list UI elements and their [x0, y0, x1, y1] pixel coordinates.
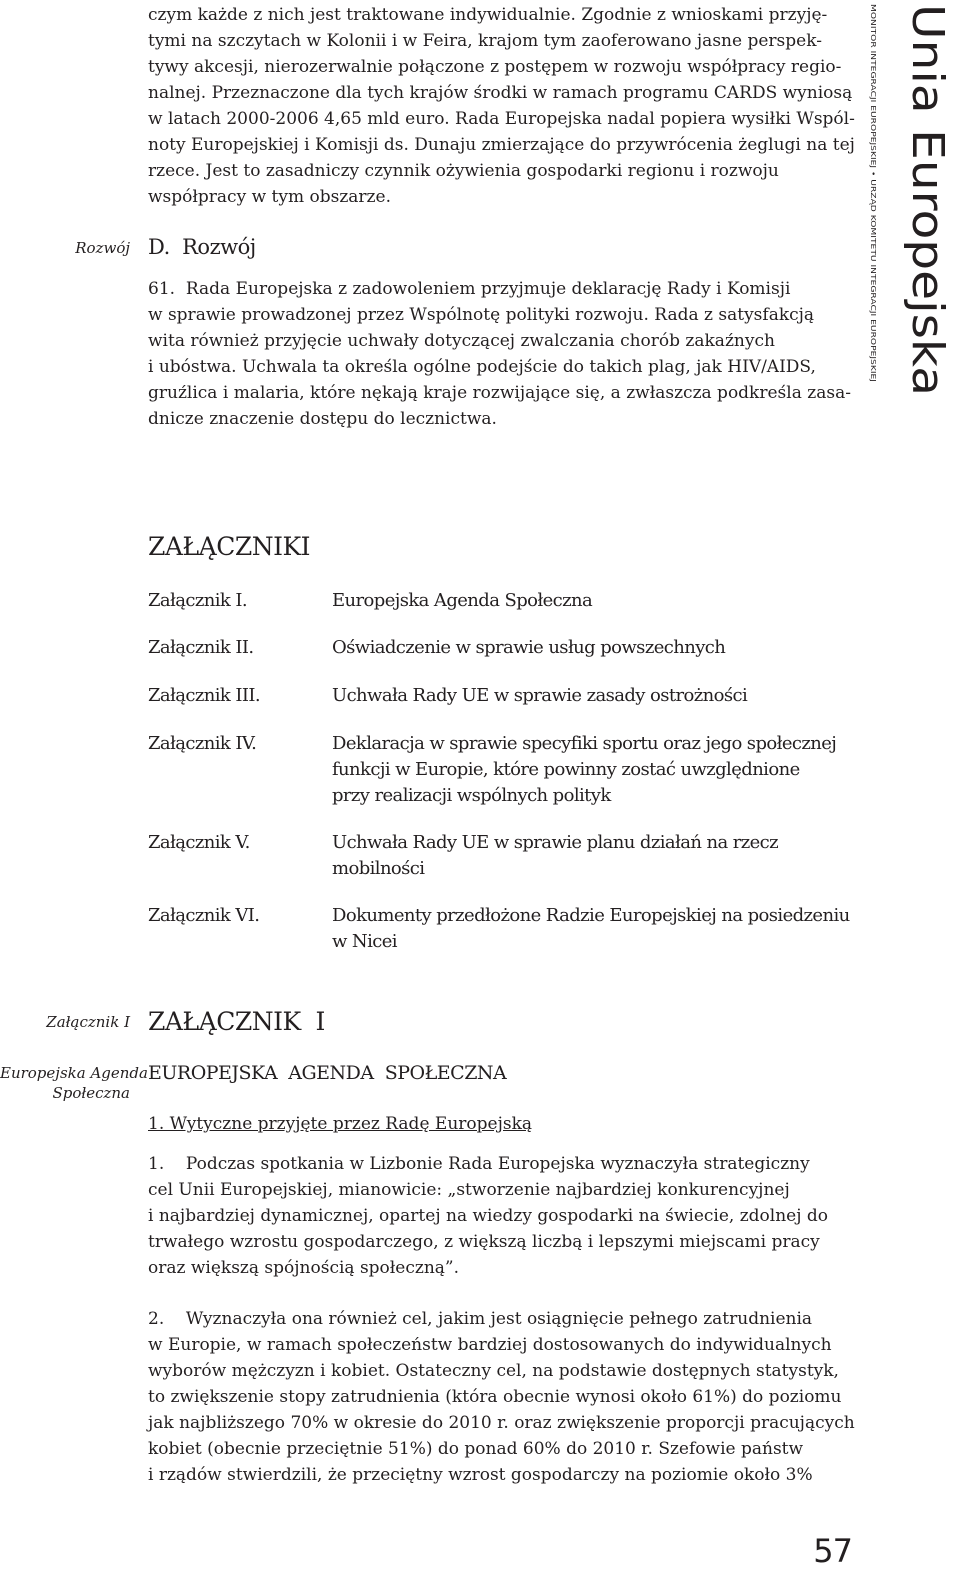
- text-line: w sprawie prowadzonej przez Wspólnotę polityki rozwoju. Rada z satysfakcją: [148, 305, 815, 325]
- margin-note-line: Europejska Agenda: [0, 1064, 148, 1082]
- text-line: i rządów stwierdzili, że przeciętny wzrost gospodarczy na poziomie około 3%: [148, 1465, 813, 1485]
- margin-note-annex-one: Załącznik I: [46, 1013, 130, 1031]
- text-line: to zwiększenie stopy zatrudnienia (która obecnie wynosi około 61%) do poziomu: [148, 1387, 842, 1407]
- text-line: w latach 2000-2006 4,65 mld euro. Rada Europejska nadal popiera wysiłki Wspól-: [148, 109, 855, 129]
- text-line: gruźlica i malaria, które nękają kraje rozwijające się, a zwłaszcza podkreśla zasa-: [148, 383, 851, 403]
- annex-title: [332, 635, 862, 661]
- text-line: jak najbliższego 70% w okresie do 2010 r. oraz zwiększenie proporcji pracujących: [148, 1413, 855, 1433]
- banner-subtitle: MONITOR INTEGRACJI EUROPEJSKIEJ • URZĄD KOMITETU INTEGRACJI EUROPEJSKIEJ: [869, 4, 877, 294]
- text-line: współpracy w tym obszarze.: [148, 187, 391, 207]
- annex-title: [332, 830, 862, 882]
- side-banner: [866, 2, 956, 400]
- annex-title-line: Deklaracja w sprawie specyfiki sportu oraz jego społecznej: [332, 733, 837, 754]
- annex-one-paragraph-1: [148, 1151, 848, 1281]
- section-d-paragraph: [148, 276, 851, 432]
- annex-title: [332, 588, 862, 614]
- margin-note-rozwoj: Rozwój: [75, 239, 130, 257]
- margin-note-agenda: [0, 1063, 148, 1103]
- text-line: 2. Wyznaczyła ona również cel, jakim jest osiągnięcie pełnego zatrudnienia: [148, 1309, 813, 1329]
- agenda-heading: EUROPEJSKA AGENDA SPOŁECZNA: [148, 1062, 507, 1084]
- subheading-link: 1. Wytyczne przyjęte przez Radę Europejską: [148, 1114, 533, 1134]
- annex-one-paragraph-2: [148, 1306, 855, 1488]
- annex-label: Załącznik VI.: [148, 905, 260, 926]
- annex-title-line: Oświadczenie w sprawie usług powszechnych: [332, 637, 726, 658]
- annex-title-line: mobilności: [332, 858, 425, 879]
- annex-title-line: Uchwała Rady UE w sprawie planu działań na rzecz: [332, 832, 779, 853]
- annex-one-heading: ZAŁĄCZNIK I: [148, 1007, 325, 1036]
- text-line: 1. Podczas spotkania w Lizbonie Rada Europejska wyznaczyła strategiczny: [148, 1154, 810, 1174]
- annex-label: Załącznik II.: [148, 637, 254, 658]
- annex-label: Załącznik IV.: [148, 733, 257, 754]
- text-line: nalnej. Przeznaczone dla tych krajów środki w ramach programu CARDS wyniosą: [148, 83, 853, 103]
- annex-title-line: przy realizacji wspólnych polityk: [332, 785, 611, 806]
- text-line: wita również przyjęcie uchwały dotyczącej zwalczania chorób zakaźnych: [148, 331, 775, 351]
- text-line: cel Unii Europejskiej, mianowicie: „stworzenie najbardziej konkurencyjnej: [148, 1180, 790, 1200]
- annex-title: [332, 683, 862, 709]
- annex-title-line: Dokumenty przedłożone Radzie Europejskiej na posiedzeniu: [332, 905, 850, 926]
- text-line: dnicze znaczenie dostępu do lecznictwa.: [148, 409, 497, 429]
- annex-title-line: Europejska Agenda Społeczna: [332, 590, 593, 611]
- text-line: noty Europejskiej i Komisji ds. Dunaju zmierzające do przywrócenia żeglugi na tej: [148, 135, 855, 155]
- text-line: czym każde z nich jest traktowane indywidualnie. Zgodnie z wnioskami przyję-: [148, 5, 828, 25]
- text-line: w Europie, w ramach społeczeństw bardziej dostosowanych do indywidualnych: [148, 1335, 832, 1355]
- section-d-heading: D. Rozwój: [148, 235, 256, 259]
- text-line: tywy akcesji, nierozerwalnie połączone z postępem w rozwoju współpracy regio-: [148, 57, 842, 77]
- annex-label: Załącznik III.: [148, 685, 261, 706]
- margin-note-line: Społeczna: [52, 1084, 130, 1102]
- annex-label: Załącznik I.: [148, 590, 247, 611]
- annex-title: [332, 903, 862, 955]
- text-line: kobiet (obecnie przeciętnie 51%) do ponad 60% do 2010 r. Szefowie państw: [148, 1439, 804, 1459]
- annex-title-line: funkcji w Europie, które powinny zostać uwzględnione: [332, 759, 800, 780]
- annex-title-line: Uchwała Rady UE w sprawie zasady ostrożności: [332, 685, 748, 706]
- text-line: trwałego wzrostu gospodarczego, z większą liczbą i lepszymi miejscami pracy: [148, 1232, 820, 1252]
- annex-title: [332, 731, 862, 809]
- text-line: 61. Rada Europejska z zadowoleniem przyjmuje deklarację Rady i Komisji: [148, 279, 791, 299]
- annex-label: Załącznik V.: [148, 832, 250, 853]
- annexes-heading: ZAŁĄCZNIKI: [148, 532, 311, 561]
- text-line: wyborów mężczyzn i kobiet. Ostateczny cel, na podstawie dostępnych statystyk,: [148, 1361, 839, 1381]
- text-line: i ubóstwa. Uchwala ta określa ogólne podejście do takich plag, jak HIV/AIDS,: [148, 357, 816, 377]
- banner-title: Unia Europejska: [902, 4, 953, 359]
- text-line: rzece. Jest to zasadniczy czynnik ożywienia gospodarki regionu i rozwoju: [148, 161, 779, 181]
- page-number: 57: [813, 1532, 852, 1570]
- text-line: oraz większą spójnością społeczną”.: [148, 1258, 460, 1278]
- text-line: i najbardziej dynamicznej, opartej na wiedzy gospodarki na świecie, zdolnej do: [148, 1206, 829, 1226]
- text-line: tymi na szczytach w Kolonii i w Feira, krajom tym zaoferowano jasne perspek-: [148, 31, 822, 51]
- annex-title-line: w Nicei: [332, 931, 397, 952]
- intro-paragraph: [148, 2, 855, 210]
